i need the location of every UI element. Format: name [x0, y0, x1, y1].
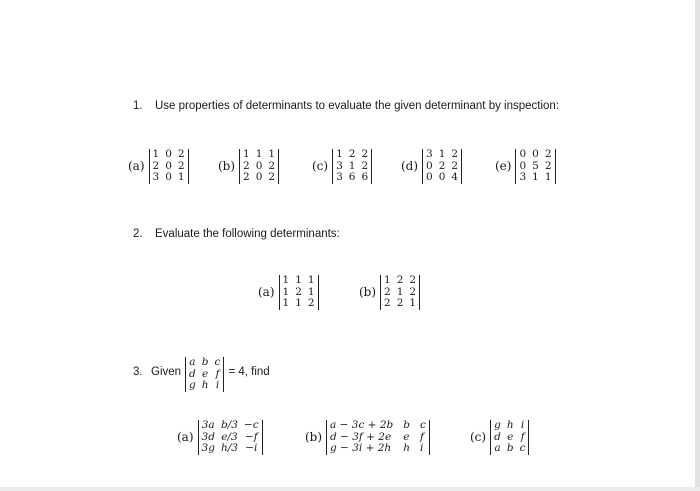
matrix-entry: 1: [544, 171, 552, 183]
given-determinant: [185, 352, 224, 392]
matrix-entry: 3d: [201, 430, 215, 443]
matrix-entry: b: [403, 419, 410, 431]
matrix-entry: 2: [268, 171, 276, 183]
matrix-entry: 2: [396, 297, 404, 309]
matrix-entry: 1: [295, 274, 302, 286]
matrix-entry: h/3: [220, 442, 238, 454]
matrix-entry: 1: [532, 171, 539, 183]
q2-part: [359, 275, 420, 310]
matrix-entry: 2: [438, 159, 446, 172]
determinant-matrix: [239, 149, 279, 184]
determinant-matrix: [198, 420, 263, 455]
matrix-entry: 2: [384, 297, 391, 309]
matrix-entry: h: [506, 419, 514, 431]
part-label: (b): [305, 430, 323, 445]
matrix-entry: 0: [438, 171, 446, 183]
part-label: (b): [218, 159, 236, 174]
matrix-entry: 4: [451, 171, 459, 183]
matrix-entry: 1: [282, 274, 290, 286]
matrix-entry: a: [494, 442, 501, 454]
matrix-entry: −f: [244, 430, 258, 443]
question-1: [133, 100, 559, 112]
matrix-entry: 2: [177, 159, 185, 172]
matrix-entry: 3: [336, 171, 343, 183]
matrix-entry: 3: [152, 171, 160, 183]
matrix-entry: b/3: [220, 419, 238, 431]
matrix-entry: −c: [243, 419, 259, 431]
matrix-entry: 1: [396, 285, 404, 298]
matrix-entry: i: [419, 442, 424, 454]
matrix-entry: 1: [336, 148, 343, 160]
matrix-entry: g − 3i + 2h: [330, 442, 392, 454]
matrix-entry: 3g: [201, 442, 215, 454]
question-1-text: Use properties of determinants to evaluate the given determinant by inspection:: [155, 100, 560, 112]
matrix-entry: d: [189, 367, 196, 380]
part-label: (a): [258, 285, 275, 300]
matrix-entry: 3a: [201, 419, 215, 431]
matrix-entry: h: [201, 379, 209, 391]
matrix-entry: e: [403, 430, 410, 443]
matrix-entry: 0: [532, 148, 539, 160]
matrix-entry: 2: [451, 159, 459, 172]
matrix-entry: 2: [409, 274, 417, 286]
matrix-entry: f: [419, 430, 424, 443]
part-label: (c): [312, 159, 329, 174]
matrix-entry: 0: [165, 148, 172, 160]
matrix-entry: e/3: [221, 430, 238, 443]
matrix-entry: 6: [348, 171, 356, 183]
part-label: (a): [128, 159, 145, 174]
matrix-entry: 1: [243, 148, 250, 160]
determinant-matrix: [380, 275, 420, 310]
matrix-entry: 1: [152, 148, 160, 160]
matrix-entry: 2: [177, 148, 185, 160]
matrix-entry: 0: [519, 148, 527, 160]
matrix-entry: 1: [282, 297, 290, 309]
question-3-number: 3.: [133, 365, 143, 378]
page-edge-shadow: [695, 0, 700, 491]
matrix-entry: a: [189, 356, 196, 368]
matrix-entry: a − 3c + 2b: [330, 419, 394, 431]
determinant-matrix: [422, 149, 462, 184]
matrix-entry: 1: [177, 171, 185, 183]
q1-part: [495, 149, 556, 184]
matrix-entry: 0: [519, 159, 527, 172]
matrix-entry: 3: [519, 171, 527, 183]
page-bottom-shadow: [0, 487, 700, 491]
matrix-entry: f: [215, 367, 220, 380]
matrix-entry: 6: [361, 171, 369, 183]
matrix-entry: −i: [245, 442, 258, 454]
matrix-entry: 1: [255, 148, 263, 160]
question-2-number: 2.: [133, 228, 143, 240]
matrix-entry: 2: [396, 274, 404, 286]
q1-part: [312, 149, 372, 184]
matrix-entry: e: [507, 430, 514, 443]
matrix-entry: 2: [361, 159, 369, 172]
matrix-entry: 0: [426, 159, 433, 172]
matrix-entry: 0: [255, 171, 263, 183]
matrix-entry: c: [214, 356, 221, 368]
matrix-entry: c: [519, 442, 526, 454]
part-label: (a): [177, 430, 194, 445]
q3-part: [177, 420, 263, 455]
determinant-matrix: [515, 149, 555, 184]
determinant-matrix: [326, 420, 430, 455]
matrix-entry: b: [506, 442, 514, 454]
determinant-matrix: [490, 420, 529, 455]
q1-part: [128, 149, 189, 184]
matrix-entry: i: [520, 419, 525, 431]
matrix-entry: 1: [348, 159, 356, 172]
matrix-entry: 2: [409, 285, 417, 298]
matrix-entry: 1: [295, 297, 302, 309]
matrix-entry: 2: [295, 285, 302, 298]
matrix-entry: c: [419, 419, 426, 431]
matrix-entry: g: [494, 419, 501, 431]
q2-part: [258, 275, 319, 310]
question-3-given: [133, 352, 270, 392]
question-2: [133, 228, 340, 240]
matrix-entry: e: [202, 367, 209, 380]
determinant-matrix: [332, 149, 372, 184]
matrix-entry: d: [494, 430, 501, 443]
matrix-entry: b: [201, 356, 209, 368]
determinant-matrix: [185, 357, 224, 392]
matrix-entry: i: [215, 379, 220, 391]
matrix-entry: h: [403, 442, 410, 454]
question-2-text: Evaluate the following determinants:: [155, 228, 340, 240]
matrix-entry: 2: [152, 159, 160, 172]
q3-part: [470, 420, 529, 455]
part-label: (b): [359, 285, 377, 300]
matrix-entry: 2: [243, 159, 250, 172]
matrix-entry: 2: [544, 148, 552, 160]
part-label: (c): [470, 430, 487, 445]
matrix-entry: 1: [268, 148, 276, 160]
determinant-matrix: [149, 149, 189, 184]
matrix-entry: 2: [451, 148, 459, 160]
matrix-entry: 0: [255, 159, 263, 172]
matrix-entry: 1: [307, 274, 315, 286]
part-label: (d): [401, 159, 419, 174]
matrix-entry: 1: [307, 285, 315, 298]
matrix-entry: 1: [438, 148, 446, 160]
matrix-entry: 2: [544, 159, 552, 172]
q1-part: [401, 149, 462, 184]
matrix-entry: 1: [384, 274, 391, 286]
matrix-entry: f: [520, 430, 525, 443]
question-3-find-text: = 4, find: [228, 365, 270, 378]
matrix-entry: 0: [165, 159, 172, 172]
matrix-entry: 2: [361, 148, 369, 160]
matrix-entry: 3: [336, 159, 343, 172]
matrix-entry: 2: [384, 285, 391, 298]
matrix-entry: 2: [348, 148, 356, 160]
matrix-entry: g: [189, 379, 196, 391]
matrix-entry: 2: [307, 297, 315, 309]
q3-part: [305, 420, 430, 455]
q1-part: [218, 149, 279, 184]
matrix-entry: 0: [426, 171, 433, 183]
matrix-entry: 5: [532, 159, 539, 172]
matrix-entry: 2: [243, 171, 250, 183]
determinant-matrix: [279, 275, 319, 310]
part-label: (e): [495, 159, 512, 174]
matrix-entry: 1: [409, 297, 417, 309]
question-3-given-word: Given: [151, 365, 182, 378]
matrix-entry: d − 3f + 2e: [330, 430, 392, 443]
matrix-entry: 2: [268, 159, 276, 172]
matrix-entry: 0: [165, 171, 172, 183]
question-1-number: 1.: [133, 100, 143, 112]
matrix-entry: 1: [282, 285, 290, 298]
matrix-entry: 3: [426, 148, 433, 160]
